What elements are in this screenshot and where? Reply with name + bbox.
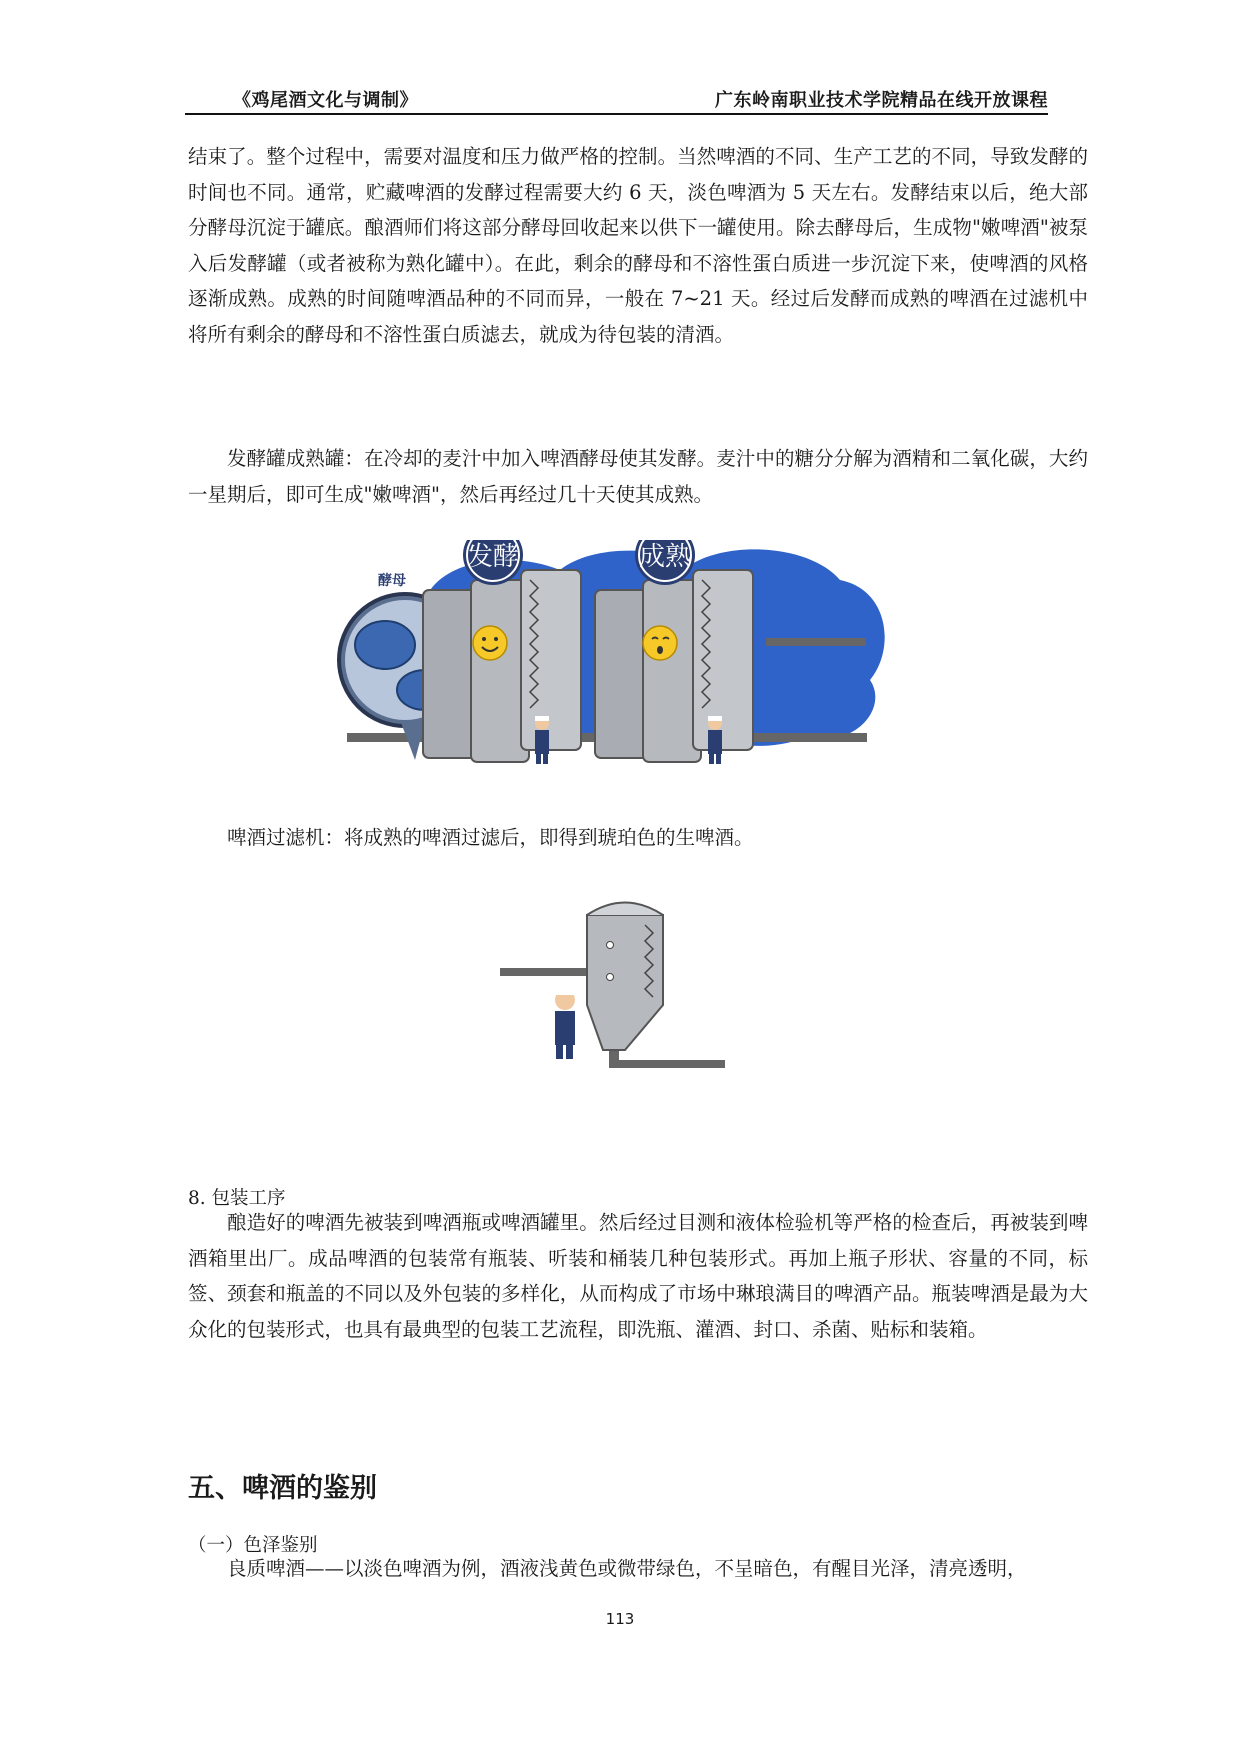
yeast-label: 酵母 [378, 573, 406, 589]
paragraph-packaging: 酿造好的啤酒先被装到啤酒瓶或啤酒罐里。然后经过目测和液体检验机等严格的检查后，再被装到啤酒箱里出厂。成品啤酒的包装常有瓶装、听装和桶装几种包装形式。再加上瓶子形状、容量的不同，标签、颈套和瓶盖的不同以及外包装的多样化，从而构成了市场中琳琅满目的啤酒产品。瓶装啤酒是最为大众化的包装形式，也具有最典型的包装工艺流程，即洗瓶、灌酒、封口、杀菌、贴标和装箱。 [188, 1211, 1088, 1341]
beer-filter-illustration [495, 885, 735, 1085]
fermentation-label: 发酵 [466, 542, 520, 572]
course-title: 《鸡尾酒文化与调制》 [233, 90, 418, 111]
page-number: 113 [605, 1610, 635, 1628]
worker-figure [708, 716, 722, 764]
paragraph-fermentation-tanks: 发酵罐成熟罐：在冷却的麦汁中加入啤酒酵母使其发酵。麦汁中的糖分分解为酒精和二氧化碳，大约一星期后，即可生成"嫩啤酒"，然后再经过几十天使其成熟。 [188, 447, 1088, 506]
institution-name: 广东岭南职业技术学院精品在线开放课程 [715, 90, 1048, 111]
fermentation-tank-group [423, 540, 581, 764]
fermentation-tanks-illustration [330, 540, 900, 810]
subheading-color-identification: （一）色泽鉴别 [188, 1535, 318, 1556]
header-divider [185, 113, 1048, 115]
paragraph-beer-filter: 啤酒过滤机：将成熟的啤酒过滤后，即得到琥珀色的生啤酒。 [227, 826, 754, 849]
paragraph-quality-beer-color: 良质啤酒——以淡色啤酒为例，酒液浅黄色或微带绿色，不呈暗色，有醒目光泽，清亮透明， [227, 1557, 1027, 1580]
heading-packaging-process: 8. 包装工序 [188, 1188, 286, 1209]
paragraph-fermentation-end: 结束了。整个过程中，需要对温度和压力做严格的控制。当然啤酒的不同、生产工艺的不同，导致发酵的时间也不同。通常，贮藏啤酒的发酵过程需要大约 6 天，淡色啤酒为 5 天左右。发酵结束以后，绝大部分酵母沉淀于罐底。酿酒师们将这部分酵母回收起来以供下一罐使用。除去酵母后，生成物"嫩啤酒"被泵入后发酵罐（或者被称为熟化罐中）。在此，剩余的酵母和不溶性蛋白质进一步沉淀下来，使啤酒的风格逐渐成熟。成熟的时间随啤酒品种的不同而异，一般在 7~21 天。经过后发酵而成熟的啤酒在过滤机中将所有剩余的酵母和不溶性蛋白质滤去，就成为待包装的清酒。 [188, 145, 1088, 346]
maturation-label: 成熟 [638, 542, 692, 572]
worker-figure [555, 989, 575, 1059]
section-title-beer-identification: 五、啤酒的鉴别 [188, 1473, 377, 1504]
worker-figure [535, 716, 549, 764]
